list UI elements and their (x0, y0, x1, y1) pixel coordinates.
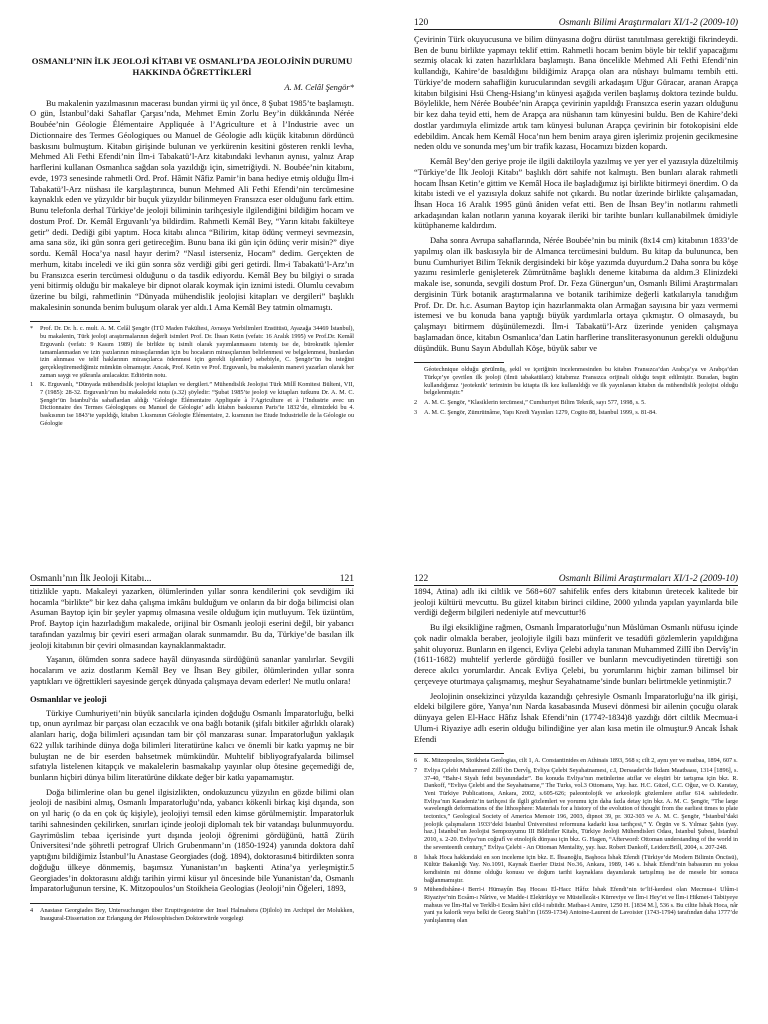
paragraph: Bu ilgi eksikliğine rağmen, Osmanlı İmparatorluğu’nun Müslüman Osmanlı nüfusu içinde çok nadir olmakla beraber, jeolojiyle ilgili bazı münferit ve tesadüfi gözlemlerin yapıldığına şahit oluyoruz. Bunların en ilgenci, Evliya Çelebi adıyla tanınan Muhammed Zillî ibn Dervîş’in (1611-1682) muhtelif yerlerde gördüğü fosiller ve bunların mevcudiyetinden türettiği son derece akılcı yorumlardır. Ancak Evliya Çelebi, bu yorumlarını hiçbir zaman bilimsel bir çerçeveye oturtmaya çalışmamış, meşhur Seyahatname’sinde bunları belirtmekle yetinmiştir.7 (414, 622, 738, 686)
footnote (30, 325, 354, 379)
footnote-number: 7 (414, 766, 418, 774)
footnote-text: Prof. Dr. Dr. h. c. mult. A. M. Celâl Şengör (İTÜ Maden Fakültesi, Avrasya Yerbilimleri Enstitüsü, Ayazağa 34469 İstanbul), bu makalenin, Türk jeoloji araştırmalarının değerli isimleri Prof. Dr. İhsan Ketin (vefatı: 16 Aralık 1995) ve Prof.Dr. Kemâl Erguvanlı (vefatı: 9 Kasım 1989) ile birlikte üç isimli olarak yayımlanmasını istemiş ise de, bürokratik işlemler tamamlanmadan ve izin yazılarının mirasçılarından için bu hocaların mirasçılarının belirlenmesi ve belgelenmesi, bunlardan izin alınması ve telif haklarının mirasçılarca ödenmesi için gerekli işlemler) sebebiyle, C. Şengör’ün bu isteğini gerçekleştiremediğimiz mümkün olmamıştır. Ancak, Prof. Ketin ve Prof. Erguvanlı, bu makalenin manevi yazarları olarak her zaman saygı ve şükranla anılacaktır. Editörün notu. (40, 325, 354, 379)
footnote-text: Evliya Çelebi Muhammed Zillî ibn Dervîş, Evliya Çelebi Seyahatnamesi, c.I, Dersaadet’de İkdam Maatbaası, 1314 [1896], s. 37-40, “Bahr-i Siyah fethi beyanındadır”. Bu konuda Evliya’nın metinlerine atıflar ve eleştiri bir tartışma için bkz. R. Dankoff, “Evliya Çelebi and the Seyahatname,” The Turks, vol.3 Ottomans, Yay. haz. H.C. Güzel, C.C. Oğuz, ve O. Karatay, Yeni Türkiye Publications, Ankara, 2002, s.605-626; paleontolojik ve arkeolojik gözlemlere atıflar 614. sahifededir. Evliya’nın Karadeniz’in tarihçesi ile ilgili gözlemleri ve yorumu için daha fazla detay için bkz. A. M. C. Şengör, “The large wavelength deformations of the lithosphere: Materials for a history of the evolution of thought from the earliest times to plate tectonics,” Geological Society of America Memoir 196, 2003, dipnot 39, pr. 302-303 ve A. M. C. Şengör, “İstanbul’daki jeolojik çalışmaların 1933’deki İstanbul Üniversitesi reformuna kadarki kısa tarihçesi,” Y. Örgün ve S. Yılmaz Şahin (yay. haz.) İstanbul’un Jeolojisi Sempozyumu III Bildiriler Kitabı, Türkiye Jeoloji Mühendisleri Odası, İstanbul Şubesi, İstanbul 2010, s. 2-20. Evliya’nın coğrafî ve etnolojik dünyası için bkz. G. Hagen, “Afterword: Ottoman understanding of the world in the seventeenth century,” Evliya Çelebi - An Ottoman Mentality, yay. haz. Robert Dankoff, Leiden:Brill, 2004, s. 207-248. (424, 766, 738, 851)
running-header (30, 574, 354, 586)
paragraph: Bu makalenin yazılmasının macerası bundan yirmi üç yıl önce, 8 Şubat 1985’te başlamıştı. O gün, İstanbul’daki Sahaflar Çarşısı’nda, Mehmet Emin Zorlu Bey’in dükkânında Nérée Boubée’nin Géologie Élémentaire Appliquée à l’Agriculture et à l’Industrie avec un Dictionnaire des Termes Géologiques ou Manuel de Géologie adlı küçük kitabının dördüncü baskısını bulmuştum. Kitabın girişinde bulunan ve yerkürenin kesitini gösteren renkli levha, Mehmed Ali Fethi Efendi’nin İlm-i Tabakatü’l-Arz kitabındaki levhanın aynısı, yalnız Arap harflerini kullanan Osmanlıca sağdan sola yazıldığı için, simetriğiydi. N. Boubée’nin kitabını, evde, 1973 senesinde rahmetli Ord. Prof. Hâmit Nâfiz Pamir’in bana hediye etmiş olduğu İlm-i Tabakatü’l-Arz nüshası ile karşılaştırınca, bunun Mehmed Ali Fethi Efendi’nin tercümesine kaynaklık eden ve yüzyıldır bir buçuk yüzyıldır bilinmeyen Fransızca eser olduğunu fark ettim. Bunu telefonla derhal Türkiye’de jeoloji biliminin tarihçesiyle ilgilendiğini bildiğim hocam ve dostum Prof. Dr. Kemâl Erguvanlı’ya bildirdim. Rahmetli Kemâl Bey, “Yarın kitabı fakülteye getir” dedi. Dediği gibi yaptım. Hoca kitabı alınca “Bilirim, kitap ödünç vermeyi sevmezsin, ama sana söz, iki gün sonra geri getireceğim. Bunu bana iki gün için ödünç verir misin?” diye sordu. Kemâl Hoca’ya nasıl hayır derim? “Nasıl isterseniz, Hocam” dedim. Gerçekten de merhum, kitabı inceledi ve iki gün sonra söz verdiği gibi geri getirdi. İlm-i Tabakatü’l-Arz’ın bu Fransızca eserin tercümesi olduğunu o da tasdik ediyordu. Kemâl Bey bu bilgiyi o sırada yeni bitirmiş olduğu bir makaleye bir dipnot olarak koymak için iznimi istedi. Olumlu cevabım üzerine bu bilgi, rahmetlinin “Dünyada mühendislik jeolojisi kitapları ve dergileri” başlıklı makalesinin sonunda benim buluşum olarak yer aldı.1 Ama Kemâl Bey tatmin olmamıştı. (30, 97, 354, 312)
section-heading: Osmanlılar ve jeoloji (30, 693, 107, 704)
footnotes (30, 907, 354, 922)
footnote (414, 399, 738, 407)
paragraph: titizlikle yaptı. Makaleyi yazarken, ölümlerinden yıllar sonra kendilerini çok sevdiğim iki hocamla “birlikte” bir kez daha çalışma imkânı bulduğum ve onların da bir doğa bilimcisi olan Asuman Baytop için bir şeyler yapmış olmasına vesile olduğum için mutluyum. Tek üzüntüm, Prof. Baytop için hazırladığım makalede, orijinal bir Osmanlı jeoloji eserini değil, bir yabancı tarafından yazılmış bir çeviri eseri armağan olarak sunmamdır. Bu da, Türkiye’de basılan ilk jeoloji kitabının bir çeviri olmasından kaynaklanmaktadır. (30, 586, 354, 650)
running-header (414, 574, 738, 586)
footnote-number: 1 (30, 381, 34, 389)
paragraph: Doğa bilimlerine olan bu genel ilgisizlikten, ondokuzuncu yüzyılın en gözde bilimi olan jeoloji de nasibini almış, Osmanlı İmparatorluğu’nda, yabancı kökenli birkaç kişi dışında, son on yıl hariç (o da en çok üç kişiyle), jeolojiyi temsil eden kimse görülmemiştir. İmparatorluk tarihi sahnesinden çekilirken, sınırları içinde jeoloji diplomalı tek bir vatandaşı bulunmuyordu. Gayrimüslim tebaa içerisinde yurt dışında jeoloji öğrenimi gördüğünü, hattâ Zürih Üniversitesi’nde şöhretli petrograf Ulrich Grubenmann’ın (1850-1924) yanında doktora dahî yaptığını bildiğimiz İstanbul’lu Anastase Georgiades (doğ. 1894), doktorasını4 bitirdikten sonra doğduğu ülkeye dönmemiş, başımsız Yunanistan’ın başkenti Atina’ya yerleşmiştir.5 Georgiades’in doktorasını aldığı tarihin yirmi küsur yıl öncesinde bile Yunanistan’da, Osmanlı İmparatorluğunun tersine, K. Mitzopoulos’un Stoikheia Geologias (Jeoloji’nin Öğeleri, 1893, (30, 786, 354, 894)
article-title: OSMANLI’NIN İLK JEOLOJİ KİTABI VE OSMANLI’DA JEOLOJİNİN DURUMU HAKKINDA ÖĞRETTİKLERİ (31, 56, 353, 77)
footnote-number: 2 (414, 399, 418, 407)
footnote-number: 6 (414, 757, 418, 765)
footnotes (414, 366, 738, 416)
footnote (414, 757, 738, 765)
footnote-text: Mühendishâne-i Berri-i Hümayûn Baş Hocası El-Hacc Hâfız İshak Efendi’nin te’lif-kerdesi olan Mecmua-i Ulûm-i Riyaziye’nin Ecsâm-ı Nârive, ve Madde-i Elektrikiye ve Müstellezât-ı Kürreviye ve İlm-i Hey’et ve İlm-i Hikmet-i Tabiiyeye mahsus ve İlm-Hal ve Terkîb-i Ecsâm hâvi cild-i rabiidir. Matbaa-i Amire, 1250 H. [1834 M.], 536 s. Bu ciltte İshak Hoca, nâr yani ya kalorik veya belki de Georg Stahl’ın (1659-1734) Antoine-Laurent de Lavoisier (1743-1794) tarafından daha 1777’de yanlışlanmış olan (424, 886, 738, 925)
footnote (414, 366, 738, 397)
body-text (414, 34, 738, 353)
paragraph: Daha sonra Avrupa sahaflarında, Nérée Boubée’nin bu minik (8x14 cm) kitabının 1833’de yapılmış olan ilk baskısıyla bir de Almanca tercümesini buldum. Bu kitap da bulununca, ben bunu Cumhuriyet Bilim Teknik dergisindeki bir köşe yazımda duyurdum.2 Daha sonra bu köşe yazımı resimlerle genişleterek Zümrütnâme başlıklı deneme kitabıma da aldım.3 Elinizdeki makale ise, sonunda, sevgili dostum Prof. Dr. Feza Günergun’un, Osmanlı Bilimi Araştırmaları dergisinin Türk botanik araştırmalarına ve botanik tarihimize değerli katkılarıyla tanıdığım Prof. Dr. Dr. h.c. Asuman Baytop için hazırlanmakta olan Armağan sayısına bir yazı vermemi istemesi ve bu konuda bana yaptığı büyük yardımlarla ortaya çıkmıştır. O olmasaydı, bu çalışmayı bitirmem düşünülemezdi. İlm-i Tabakatü’l-Arz üzerinde yeniden çalışmaya başlamadan önce, kitabın Osmanlıca’dan Latin harflerine transliterasyonunun gerekli olduğunu düşündük. Bunu Sayın Abdullah Köşe, büyük sabır ve (414, 235, 738, 353)
running-head-title: Osmanlı’nın İlk Jeoloji Kitabı... (30, 574, 152, 584)
body-text (30, 586, 354, 687)
footnote-rule (414, 753, 504, 754)
footnote-rule (30, 321, 120, 322)
footnote-number: 4 (30, 907, 34, 915)
footnote-number: 8 (414, 853, 418, 861)
page-number: 121 (339, 574, 354, 584)
footnote-text: K. Erguvanlı, “Dünyada mühendislik jeolojisi kitapları ve dergileri.” Mühendislik Jeolojisi Türk Millî Komitesi Bülteni, VII, 7 (1985): 28-32. Erguvanlı’nın bu makaledeki notu (s.32) şöyledir: “Şubat 1985’te jeoloji ve kitapları tutkunu Dr. A. M. C. Şengör’ün İstanbul’da sahaflardan aldığı ‘Géologie Élémentaire Appliquée à l’Agriculture et à l’Industrie avec un Dictionnaire des Termes Géologiques ou Manuel de Géologie’ adlı kitabın baskısının Paris’te 1832’de, elimizdeki bu 4. baskısının ise 1843’te yapıldığı, kitabın 1.kısmının Géologie Élémentaire, 2. kısmının ise Etude Industrielle de la Géologie ou Géologie (40, 381, 354, 427)
page-119 (0, 0, 384, 512)
footnote-text: A. M. C. Şengör, Zümrütnâme, Yapı Kredi Yayınları 1279, Cogito 88, İstanbul 1999, s. 81-84. (424, 408, 657, 416)
paragraph: Kemâl Bey’den geriye proje ile ilgili daktiloyla yazılmış ve yer yer el yazısıyla düzeltilmiş “Türkiye’de İlk Jeoloji Kitabı” başlıklı dört sahife not kalmıştı. Ben bunları alarak rahmetli hocam İhsan Ketin’e gittim ve Kemâl Hoca ile başladığımız işi birlikte bitirmeyi önerdim. O da kitabı istedi ve el yazısıyla dokuz sahife not çıkardı. Bu notlar üzerinde birlikte çalışamadan, İhsan Hoca 16 Aralık 1995 günü âniden vefat etti. Ben de İhsan Bey’in notlarını rahmetli arkadaşından kalan notların yanına koyarak ileriki bir tarihte bunları kullanabilmek ümidiyle kütüphaneme kaldırdım. (414, 156, 738, 231)
journal-title: Osmanlı Bilimi Araştırmaları XI/1-2 (2009-10) (558, 574, 738, 584)
footnote-number: 3 (414, 408, 418, 416)
footnote-text: K. Mitzopoulos, Stoikheia Geologias, cilt 1, A. Constantinides en Athinais 1893, 568 s; cilt 2, aynı yer ve matbaa, 1894, 607 s. (424, 757, 738, 765)
page-number: 120 (414, 18, 429, 28)
page-121 (0, 512, 384, 1024)
footnote (30, 907, 354, 922)
footnote-text: Anastase Georgiades Bey, Untersuchungen über Eruptivgesteine der Insel Halmahera (Djilolo) im Archipel der Molukken, Inaugural-Dissertation zur Erlangung der Philosophischen Doktorwürde vorgelegt (40, 907, 354, 922)
footnotes (414, 757, 738, 924)
footnote (414, 767, 738, 852)
footnote-text: A. M. C. Şengör, “Klasiklerin tercümesi,” Cumhuriyet Bilim Teknik, sayı 577, 1998, s. 5. (424, 399, 646, 407)
footnote-text: İshak Hoca hakkındaki en son inceleme için bkz. E. İhsanoğlu, Başhoca İshak Efendi (Türkiye’de Modern Bilimin Öncüsü), Kültür Bakanlığı Yay. No.1091, Kaynak Eserler Dizisi No.36, Ankara, 1989, 146 s. İshak Efendi’nin babasının mı yoksa kendisinin mi dönme olduğu konusu ve doğum tarihi kaynaklara dayanılarak tartışılmış ise de mesele bir sonuca bağlanmamıştır. (424, 853, 738, 884)
paragraph: Türkiye Cumhuriyeti’nin büyük sancılarla içinden doğduğu Osmanlı İmparatorluğu, belki tıp, onun ayrılmaz bir parçası olan eczacılık ve ona bağlı botanik (şifalı bitkiler ağırlıklı olarak) alanları hariç, doğa bilimleri açısından tam bir çöl manzarası sunar. İmparatorluğun yaklaşık 622 yıllık tarihinde dünya doğa bilimleri literatürüne kalıcı ve önemli bir katkı yapmış ne bir buluştan ne de bir eserden bahsetmek mümkündür. Muhtelif bibliyografyalarda bilimsel sıfatıyla listelenen kitapçık ve makalelerin basmakalıp yayınlar olup ötesine geçemediği de, bunların hiçbiri dünya bilim literatürüne dikkate değer bir katkı yapamamıştır. (30, 707, 354, 783)
journal-title: Osmanlı Bilimi Araştırmaları XI/1-2 (2009-10) (558, 18, 738, 28)
footnote-number: 9 (414, 886, 418, 894)
paragraph: Jeolojinin onsekizinci yüzyılda kazandığı çehresiyle Osmanlı İmparatorluğu’na ilk girişi, eldeki bilgilere göre, Yanya’nın Narda kasabasında Musevi dönmesi bir ailenin çocuğu olarak dünyaya gelen El-Hacc Hâfız İshak Efendi’nin (1774?-1834)8 yazdığı dört ciltlik Mecmua-i Ulum-i Riyaziye adlı eserin olduğu bilindiğine yer alan kısa metin ile olmuştur.9 Ancak İshak Efendi (414, 690, 738, 744)
footnote-rule (414, 362, 504, 363)
article-author: A. M. Celâl Şengör* (284, 81, 354, 92)
running-header (414, 18, 738, 30)
page-number: 122 (414, 574, 429, 584)
paragraph: Çevirinin Türk okuyucusuna ve bilim dünyasına doğru dürüst tanıtılması gerektiği fikrindeydi. Ben de bunu birlikte yapmayı teklif ettim. Rahmetli hocam benim böyle bir teklif yapacağımı sezmiş olacak ki zaten hazırlıklara başlamıştı. Bana öncelikle Mehmed Ali Fethi Efendi’nin kullandığı, Kahire’de basıldığını bildiğimiz Arapça olan ara nüshayı bulmamı tembih etti. Türkiye’de modern sahafliğin kurucularından sevgili arkadaşım Uğur Güracar, aranan Arapça kitabın bilgisini Hsü Cheng-Hsiang’ın künyesi aşağıda verilen başlamış doktora tezinde buldu. Böylelikle, hem Nérée Boubée’nin Arapça çevirinin yapıldığı Fransızca eserin yazarı olduğunu bir kez daha teyid etti, hem de Arapça ara nüshanın tam künyesini buldu. Ben de Kahire’deki dostlar yardımıyla elimizde artık tam künyesi bulunan Arapça çevirinin bir fotokopisini elde edebildim. Ancak hem Kemâl Hoca’nın hem benim araya giren işlerimiz projenin gecikmesine neden oldu ve sonunda meş’um bir trafik kazası, Hocamızı bizden kopardı. (414, 34, 738, 152)
footnote-rule (30, 903, 120, 904)
paragraph: 1894, Atina) adlı iki ciltlik ve 568+607 sahifelik enfes ders kitabının üretecek kalitede bir jeoloji kültürü mevcuttu. Bu güzel kitabın birinci cildine, 2000 yılında yapılan yayınlarda bile verdiği değerm bilgileri nedeniyle atıf mevcuttur!6 (414, 586, 738, 618)
footnote (414, 409, 738, 417)
footnote-text: Géotechnique olduğu görülmüş, şekil ve içeriğinin incelenmesinden bu kitabın Fransızca’dan Arabça’ya ve Arabça’dan Türkçe’ye çevrilen ilk jeoloji (ilmü tabakatülarz) kitabımız Fransızca orijinali olduğu tespit edilmiştir. Buradan, bugün kullandığımız ‘jeoteknik’ teriminin bu kitapta ilk kez kullanıldığı ve ilk yayınlanan kitabın da mühendislik jeolojisi olduğu belgelenmiştir.” (424, 366, 738, 397)
paragraph: Yaşanın, ölümden sonra sadece hayâl dünyasında sürdüğünü sananlar yanılırlar. Sevgili hocalarım ve aziz dostlarım Kemâl Bey ve İhsan Bey gibiler, ölümlerinden yıllar sonra yaptıkları ve öğrettikleri sayesinde gerçek dünyada çalışmaya devam ederler! Ne mutlu onlara! (30, 654, 354, 686)
footnotes (30, 325, 354, 427)
page-120 (384, 0, 768, 512)
footnote (414, 886, 738, 924)
body-text (30, 98, 354, 313)
body-text (30, 708, 354, 894)
page-122 (384, 512, 768, 1024)
footnote (414, 854, 738, 885)
body-text (414, 586, 738, 744)
footnote (30, 381, 354, 427)
footnote-number: * (30, 325, 34, 333)
